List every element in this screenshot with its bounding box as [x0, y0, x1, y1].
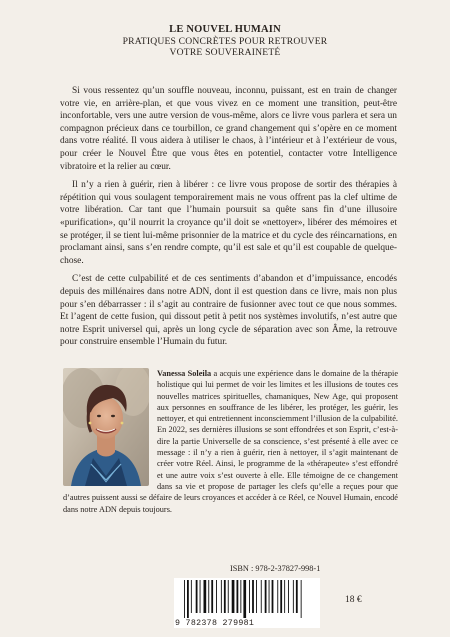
blurb-paragraph-3: C’est de cette culpabilité et de ces sentiments d’abandon et d’impuissance, encodés depuis des millénaires dans notre ADN, dont il est question dans ce livre, mais non plus pour s’en débarrasser : il s’agit au contraire de fusionner avec tout ce que nous sommes. Et l’agent de cette fusion, qui dissout petit à petit nos systèmes involutifs, n’est autre que notre Esprit universel qui, après un long cycle de séparation avec son Âme, la retrouve pour construire ensemble l’Humain du futur.: [60, 274, 397, 348]
barcode-bar: [191, 580, 192, 613]
barcode-bar: [249, 580, 250, 613]
barcode-bar: [301, 580, 302, 618]
barcode-bar: [277, 580, 278, 613]
barcode-bar: [243, 580, 246, 618]
barcode-bar: [196, 580, 198, 613]
author-bio: [63, 368, 398, 515]
barcode-bar: [252, 580, 254, 613]
author-name: Vanessa Soleila: [157, 369, 212, 378]
blurb: [60, 85, 397, 355]
isbn-number: ISBN : 978-2-37827-998-1: [230, 564, 321, 573]
barcode-bar: [296, 580, 298, 613]
barcode-bar: [184, 580, 185, 618]
barcode-bar: [216, 580, 217, 613]
barcode-bar: [208, 580, 209, 613]
barcode-bars: [174, 580, 320, 620]
book-subtitle: [0, 36, 450, 58]
barcode-bar: [237, 580, 239, 613]
blurb-paragraph-1: Si vous ressentez qu’un souffle nouveau, inconnu, puissant, est en train de changer votre vie, en arrière-plan, et que vous vivez en ce moment une transition, peut-être inconfortable, vers une autre version de vous-même, alors ce livre vous parlera et sera un compagnon précieux dans ce tourbillon, ce grand changement qui s’opère en ce moment dans votre réalité. Il vous aidera à utiliser le chaos, à l’intérieur et à l’extérieur de vous, pour créer le Nouvel Être que vous êtes en potentiel, contacter votre Intelligence vibratoire et la relier au cœur.: [60, 86, 397, 172]
header: [0, 24, 450, 58]
subtitle-line-1: PRATIQUES CONCRÈTES POUR RETROUVER: [122, 36, 328, 47]
barcode-bar: [232, 580, 235, 613]
barcode: [174, 578, 320, 628]
blurb-paragraph-2: Il n’y a rien à guérir, rien à libérer : ce livre vous propose de sortir des thérapies à répétition qui vous soulagent temporairement mais ne vous offrent pas la clef ultime de votre libération. Car tant que l’humain poursuit sa quête sans fin d’une illusoire «purification», qu’il nourrit la croyance qu’il doit se «nettoyer», libérer des mémoires et se protéger, il se tient lui-même prisonnier de la matrice et du cycle des réincarnations, en proclamant ainsi, sans s’en rendre compte, qu’il est sale et qu’il est coupable de quelque-chose.: [60, 180, 397, 266]
barcode-bar: [211, 580, 213, 613]
barcode-bar: [265, 580, 267, 613]
barcode-bar: [280, 580, 282, 613]
barcode-bar: [240, 580, 241, 613]
subtitle-line-2: VOTRE SOUVERAINETÉ: [169, 47, 281, 58]
barcode-bar: [221, 580, 222, 613]
book-title: LE NOUVEL HUMAIN: [169, 24, 281, 35]
barcode-bar: [200, 580, 201, 613]
barcode-bar: [261, 580, 262, 613]
author-photo: [63, 368, 149, 486]
author-bio-body: a acquis une expérience dans le domaine de la thérapie holistique qui lui permet de voir les limites et les illusions de toutes ces nouvelles matrices spirituelles, chamaniques, New Age, qui proposent aux personnes en souffrance de les libérer, les protéger, les guérir, les nettoyer, et qui entretiennent inconsciemment l’illusion de la culpabilité. En 2022, ses dernières illusions se sont effondrées et son Esprit, c’est-à-dire la partie Universelle de sa conscience, s’est présenté à elle avec ce message : il n’y a rien à guérir, rien à nettoyer, il s’agit maintenant de créer votre Réel. Ainsi, le programme de la «thérapeute» s’est effondré et une autre voix s’est ouverte à elle. Elle témoigne de ce changement dans sa vie et propose de partager les clefs qu’elle a reçues pour que d’autres puissent aussi se défaire de leurs croyances et accéder à ce Réel, ce Nouvel Humain, encodé dans notre ADN depuis toujours.: [63, 369, 398, 514]
barcode-bar: [228, 580, 229, 613]
barcode-bar: [293, 580, 294, 613]
barcode-bar: [224, 580, 226, 613]
barcode-bar: [269, 580, 270, 613]
barcode-bar: [272, 580, 274, 613]
barcode-digits: 9 782378 279981: [175, 619, 255, 628]
barcode-bar: [187, 580, 189, 618]
barcode-bar: [256, 580, 257, 613]
barcode-bar: [288, 580, 289, 613]
price: 18 €: [345, 595, 362, 605]
barcode-bar: [204, 580, 207, 613]
barcode-bar: [284, 580, 285, 613]
